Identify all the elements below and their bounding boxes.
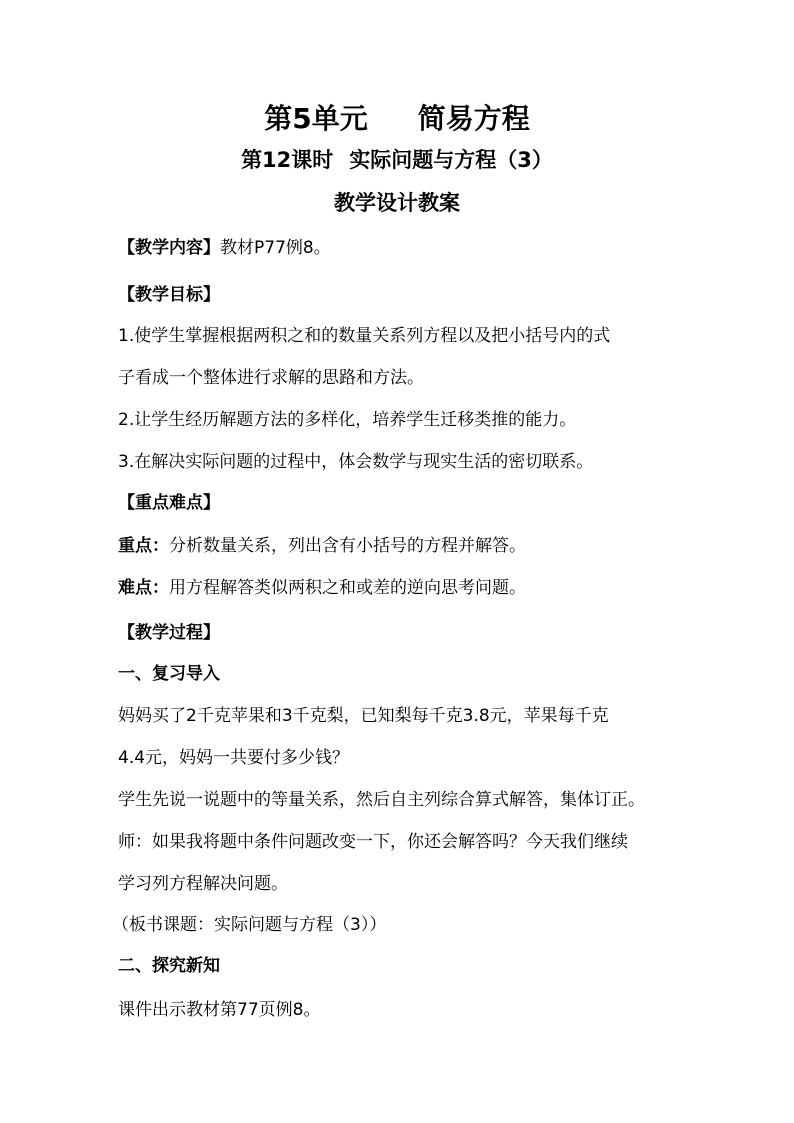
paragraph-line: 妈妈买了2千克苹果和3千克梨，已知梨每千克3.8元，苹果每千克: [118, 706, 609, 726]
content-label: 【教学内容】: [118, 238, 220, 258]
key-label: 重点：: [118, 536, 169, 556]
paragraph-line: 学习列方程解决问题。: [118, 874, 288, 894]
difficulty-text: 用方程解答类似两积之和或差的逆向思考问题。: [169, 578, 526, 598]
paragraph-line: 4.4元，妈妈一共要付多少钱？: [118, 748, 350, 768]
unit-name: 简易方程: [417, 102, 530, 135]
lesson-title: [0, 146, 794, 174]
lesson-name: 实际问题与方程（3）: [349, 148, 553, 172]
paragraph-line: 课件出示教材第77页例8。: [118, 1000, 321, 1020]
goal-line: 3.在解决实际问题的过程中，体会数学与现实生活的密切联系。: [118, 452, 594, 472]
content-text: 教材P77例8。: [220, 238, 331, 258]
goal-line: 子看成一个整体进行求解的思路和方法。: [118, 368, 424, 388]
lesson-number: 第12课时: [241, 148, 334, 172]
doc-type-title: 教学设计教案: [334, 191, 460, 215]
paragraph-line: （板书课题：实际问题与方程（3））: [112, 915, 387, 935]
goals-heading: 【教学目标】: [118, 285, 220, 305]
key-point-line: [118, 535, 526, 557]
unit-title: [0, 102, 794, 136]
difficulty-label: 难点：: [118, 578, 169, 598]
goal-line: 2.让学生经历解题方法的多样化，培养学生迁移类推的能力。: [118, 410, 577, 430]
section-2-title: 二、探究新知: [118, 956, 220, 976]
goal-line: 1.使学生掌握根据两积之和的数量关系列方程以及把小括号内的式: [118, 326, 611, 346]
difficulty-line: [118, 577, 526, 599]
content-line: [118, 237, 331, 259]
paragraph-line: 学生先说一说题中的等量关系，然后自主列综合算式解答，集体订正。: [118, 790, 645, 810]
section-1-title: 一、复习导入: [118, 664, 220, 684]
keypoints-heading: 【重点难点】: [118, 493, 220, 513]
paragraph-line: 师：如果我将题中条件问题改变一下，你还会解答吗？今天我们继续: [118, 832, 628, 852]
key-text: 分析数量关系，列出含有小括号的方程并解答。: [169, 536, 526, 556]
process-heading: 【教学过程】: [118, 623, 220, 643]
unit-number: 第5单元: [264, 102, 368, 135]
